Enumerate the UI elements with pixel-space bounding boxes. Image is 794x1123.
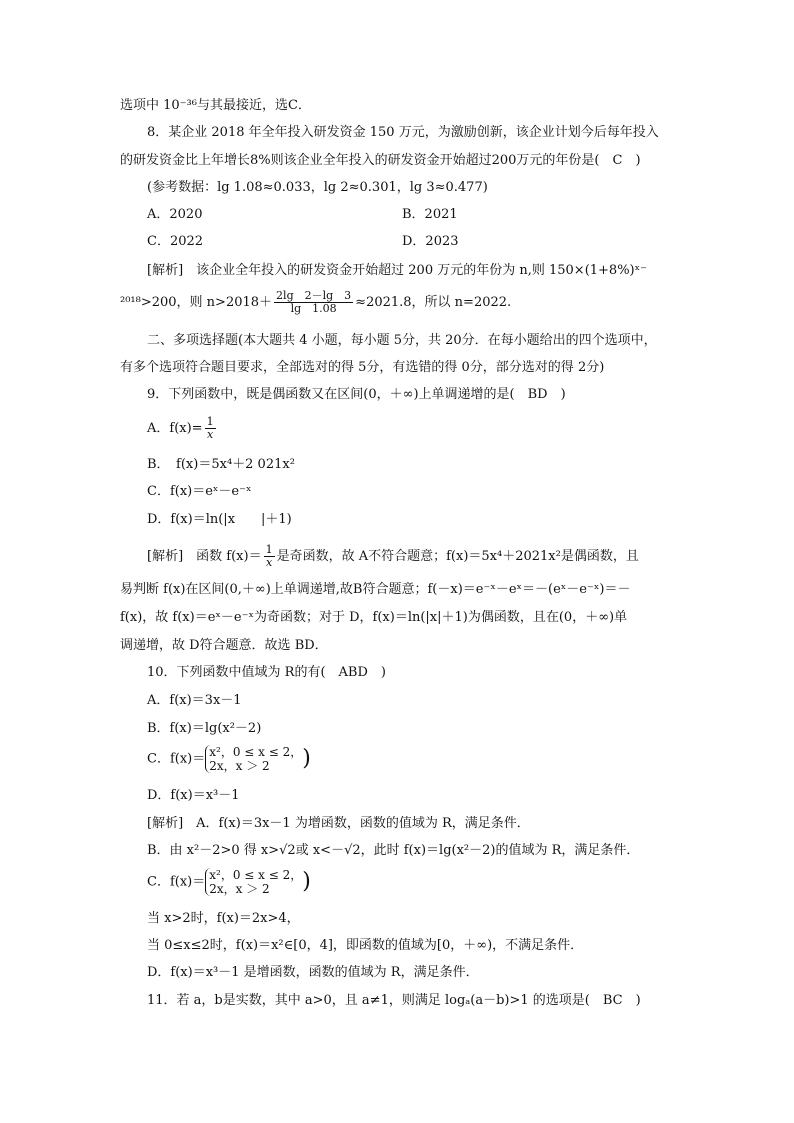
option-b: B． f(x)＝5x⁴＋2 021x² (147, 457, 295, 472)
solution-8: [解析] 该企业全年投入的研发资金开始超过 200 万元的年份为 n,则 150×(1+8%)ˣ⁻ (147, 263, 647, 278)
text-segment: 是奇函数，故 A不符合题意；f(x)＝5x⁴＋2021x²是偶函数，且 (276, 549, 639, 564)
option-c: C．2022 (147, 234, 204, 249)
option-a: A．f(x)＝3x－1 (147, 693, 242, 708)
question-11: 11．若 a，b是实数，其中 a>0，且 a≠1，则满足 logₐ(a－b)>1 的选项是( BC ) (147, 993, 641, 1008)
paren: ) (302, 746, 311, 771)
fraction-denominator: x (206, 428, 214, 441)
text-line (147, 868, 311, 896)
option-b: B．2021 (402, 207, 458, 222)
fraction-denominator: x (265, 556, 273, 569)
reference-data: (参考数据：lg 1.08≈0.033，lg 2≈0.301，lg 3≈0.477) (147, 180, 488, 195)
option-d: D．f(x)＝ln(|x |＋1) (147, 512, 292, 527)
text-line: 的研发资金比上年增长8%则该企业全年投入的研发资金开始超过200万元的年份是( C ) (120, 153, 641, 168)
text-line: D．f(x)＝x³－1 是增函数，函数的值域为 R，满足条件． (147, 965, 479, 980)
solution-10: [解析] A．f(x)＝3x－1 为增函数，函数的值域为 R，满足条件． (147, 816, 530, 831)
option-c (147, 745, 311, 773)
question-10: 10．下列函数中值域为 R的有( ABD ) (147, 665, 386, 680)
piecewise-brace (205, 745, 302, 773)
case-1: x²，0 ≤ x ≤ 2， (209, 745, 303, 759)
case-1: x²，0 ≤ x ≤ 2， (209, 868, 303, 882)
fraction (274, 290, 353, 315)
text-line: 有多个选项符合题目要求，全部选对的得 5分，有选错的得 0分，部分选对的得 2分) (120, 360, 605, 375)
option-a: A．2020 (147, 207, 203, 222)
question-9: 9．下列函数中，既是偶函数又在区间(0，＋∞)上单调递增的是( BD ) (147, 387, 566, 402)
text-line: 调递增，故 D符合题意．故选 BD． (120, 638, 328, 653)
fraction-numerator: 1 (265, 543, 273, 556)
fraction (205, 416, 216, 441)
solution-8-formula (120, 290, 511, 315)
fraction-denominator: lg 1.08 (290, 302, 337, 315)
piecewise-brace (205, 868, 302, 896)
option-d: D．2023 (402, 234, 459, 249)
text-line: 选项中 10⁻³⁶与其最接近，选C． (120, 98, 311, 113)
question-8: 8．某企业 2018 年全年投入研发资金 150 万元，为激励创新，该企业计划今后每年投入 (147, 125, 659, 140)
text-segment: [解析] 函数 f(x)＝ (147, 549, 262, 564)
option-c: C．f(x)＝eˣ－e⁻ˣ (147, 484, 252, 499)
text-segment: C．f(x)＝ (147, 874, 206, 890)
text-line: 易判断 f(x)在区间(0,＋∞)上单调递增,故B符合题意；f(－x)＝e⁻ˣ－eˣ＝－(eˣ－e⁻ˣ)＝－ (120, 582, 631, 597)
fraction-numerator: 2lg 2－lg 3 (276, 289, 352, 302)
text-segment: C．f(x)＝ (147, 751, 206, 767)
fraction-numerator: 1 (206, 415, 214, 428)
text-segment: A．f(x)= (147, 421, 203, 436)
text-segment: ²⁰¹⁸>200，则 n>2018＋ (120, 295, 273, 310)
case-2: 2x，x ＞ 2 (209, 882, 270, 896)
text-line: 当 0≤x≤2时，f(x)＝x²∈[0，4]，即函数的值域为[0，＋∞)，不满足条件． (147, 938, 584, 953)
case-2: 2x，x ＞ 2 (209, 759, 270, 773)
solution-9 (147, 544, 639, 569)
section-heading: 二、多项选择题(本大题共 4 小题，每小题 5分，共 20分．在每小题给出的四个选项中， (147, 333, 657, 348)
text-line: B．由 x²－2>0 得 x>√2或 x<－√2，此时 f(x)＝lg(x²－2)的值域为 R，满足条件． (147, 843, 640, 858)
option-a (147, 416, 218, 441)
fraction (264, 544, 275, 569)
option-b: B．f(x)＝lg(x²－2) (147, 721, 262, 736)
text-segment: ≈2021.8，所以 n=2022. (355, 295, 512, 310)
text-line: f(x)，故 f(x)＝eˣ－e⁻ˣ为奇函数；对于 D，f(x)＝ln(|x|＋1)为偶函数，且在(0，＋∞)单 (120, 610, 628, 625)
paren: ) (302, 869, 311, 894)
option-d: D．f(x)＝x³－1 (147, 788, 240, 803)
text-line: 当 x>2时，f(x)＝2x>4， (147, 911, 300, 926)
